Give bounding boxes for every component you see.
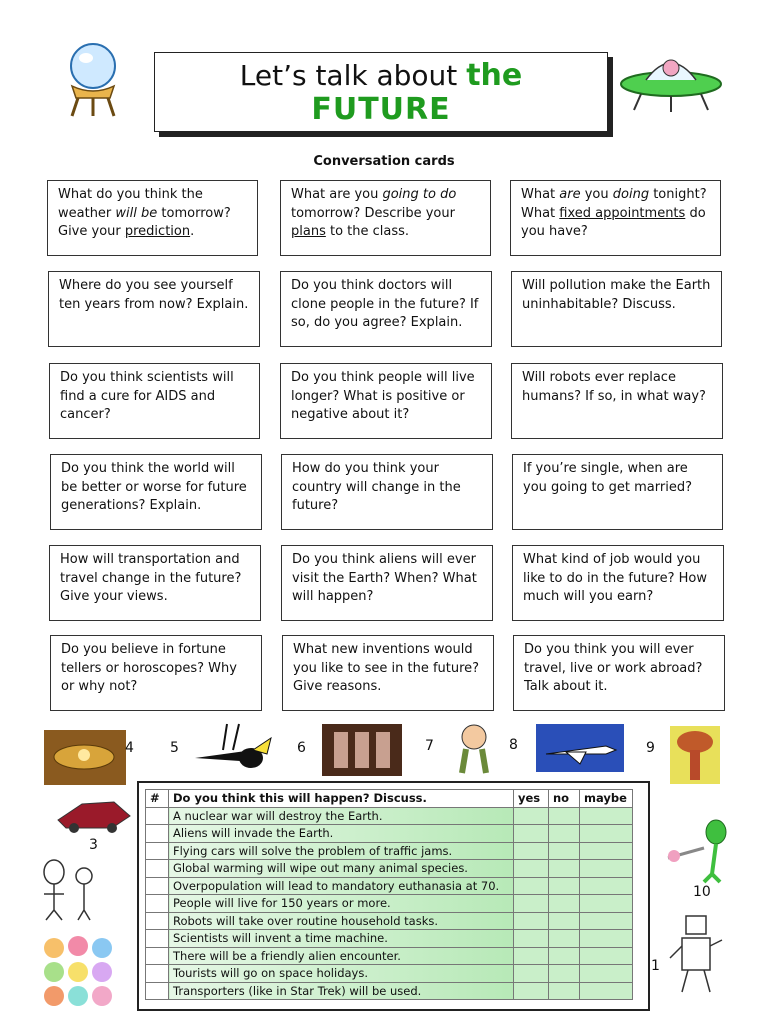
row-number[interactable] <box>146 947 169 965</box>
no-cell[interactable] <box>549 982 580 1000</box>
conversation-card: Do you think aliens will ever visit the Earth? When? What will happen? <box>281 545 493 621</box>
flying-car-icon <box>52 790 134 836</box>
subtitle: Conversation cards <box>313 154 455 169</box>
table-row <box>146 895 633 913</box>
maybe-cell[interactable] <box>580 982 633 1000</box>
row-statement: A nuclear war will destroy the Earth. <box>169 807 514 825</box>
row-number[interactable] <box>146 982 169 1000</box>
space-shuttle-icon <box>536 724 624 772</box>
table-row <box>146 947 633 965</box>
picture-number: 4 <box>125 740 134 756</box>
maybe-cell[interactable] <box>580 842 633 860</box>
row-statement: Transporters (like in Star Trek) will be used. <box>169 982 514 1000</box>
maybe-cell[interactable] <box>580 895 633 913</box>
maybe-cell[interactable] <box>580 947 633 965</box>
row-statement: Flying cars will solve the problem of traffic jams. <box>169 842 514 860</box>
table-row <box>146 930 633 948</box>
picture-number: 6 <box>297 740 306 756</box>
yes-cell[interactable] <box>514 912 549 930</box>
nuclear-explosion-icon <box>670 726 720 784</box>
header-number: # <box>146 790 169 808</box>
old-man-icon <box>448 719 504 775</box>
conversation-card: What new inventions would you like to see in the future? Give reasons. <box>282 635 494 711</box>
card-text: you <box>580 187 613 202</box>
discussion-table-box <box>137 781 650 1011</box>
card-text: do you have? <box>521 205 706 239</box>
conversation-card: How do you think your country will change in the future? <box>281 454 493 530</box>
conversation-card: How will transportation and travel change in the future? Give your views. <box>49 545 261 621</box>
title-line-1 <box>155 59 607 93</box>
picture-number: 1 <box>651 958 660 974</box>
no-cell[interactable] <box>549 807 580 825</box>
green-alien-icon <box>664 818 736 884</box>
row-statement: Scientists will invent a time machine. <box>169 930 514 948</box>
card-underline: fixed appointments <box>559 205 686 221</box>
conversation-card: Do you think people will live longer? What is positive or negative about it? <box>280 363 492 439</box>
conversation-card <box>280 180 491 256</box>
table-row <box>146 860 633 878</box>
row-number[interactable] <box>146 912 169 930</box>
card-text: tomorrow? Give your <box>58 205 231 239</box>
card-text: to the class. <box>325 224 410 239</box>
yes-cell[interactable] <box>514 807 549 825</box>
no-cell[interactable] <box>549 912 580 930</box>
no-cell[interactable] <box>549 965 580 983</box>
table-row <box>146 877 633 895</box>
yes-cell[interactable] <box>514 842 549 860</box>
conversation-card: Will pollution make the Earth uninhabitable? Discuss. <box>511 271 722 347</box>
row-number[interactable] <box>146 930 169 948</box>
table-row <box>146 982 633 1000</box>
yes-cell[interactable] <box>514 895 549 913</box>
maybe-cell[interactable] <box>580 860 633 878</box>
crowd-faces-icon <box>40 934 120 1010</box>
header-question: Do you think this will happen? Discuss. <box>169 790 514 808</box>
card-underline: plans <box>291 224 326 239</box>
header-maybe: maybe <box>580 790 633 808</box>
row-statement: There will be a friendly alien encounter. <box>169 947 514 965</box>
bird-cartoon-icon <box>193 720 278 778</box>
yes-cell[interactable] <box>514 825 549 843</box>
yes-cell[interactable] <box>514 982 549 1000</box>
table-header-row <box>146 790 633 808</box>
conversation-card: What kind of job would you like to do in the future? How much will you earn? <box>512 545 724 621</box>
picture-number: 10 <box>693 884 711 900</box>
yes-cell[interactable] <box>514 947 549 965</box>
picture-number: 8 <box>509 737 518 753</box>
table-row <box>146 912 633 930</box>
picture-number: 7 <box>425 738 434 754</box>
yes-cell[interactable] <box>514 877 549 895</box>
maybe-cell[interactable] <box>580 807 633 825</box>
conversation-card: Do you think you will ever travel, live or work abroad? Talk about it. <box>513 635 725 711</box>
card-text: What do you think the weather <box>58 187 203 221</box>
cloning-tubes-icon <box>322 724 402 776</box>
ufo-alien-icon <box>616 46 726 116</box>
crystal-ball-icon <box>58 40 128 120</box>
robot-waiter-icon <box>668 912 724 996</box>
yes-cell[interactable] <box>514 860 549 878</box>
title-box <box>154 52 608 132</box>
row-statement: Overpopulation will lead to mandatory euthanasia at 70. <box>169 877 514 895</box>
conversation-card: Do you think scientists will find a cure for AIDS and cancer? <box>49 363 260 439</box>
picture-number: 9 <box>646 740 655 756</box>
conversation-card: Do you think the world will be better or worse for future generations? Explain. <box>50 454 262 530</box>
title-prefix: Let’s talk about <box>239 59 458 92</box>
card-underline: prediction <box>124 224 191 239</box>
card-italic: are <box>559 187 581 202</box>
row-statement: People will live for 150 years or more. <box>169 895 514 913</box>
row-number[interactable] <box>146 842 169 860</box>
conversation-card <box>510 180 721 256</box>
picture-number: 5 <box>170 740 179 756</box>
conversation-card: Do you believe in fortune tellers or horoscopes? Why or why not? <box>50 635 262 711</box>
row-statement: Aliens will invade the Earth. <box>169 825 514 843</box>
submarine-icon <box>44 730 126 785</box>
aliens-group-icon <box>36 858 102 922</box>
title-future: FUTURE <box>311 92 451 127</box>
conversation-card: Do you think doctors will clone people in the future? If so, do you agree? Explain. <box>280 271 492 347</box>
table-row <box>146 825 633 843</box>
row-statement: Tourists will go on space holidays. <box>169 965 514 983</box>
card-text: tonight? What <box>521 187 707 221</box>
maybe-cell[interactable] <box>580 877 633 895</box>
yes-cell[interactable] <box>514 965 549 983</box>
conversation-card: If you’re single, when are you going to get married? <box>512 454 723 530</box>
maybe-cell[interactable] <box>580 965 633 983</box>
conversation-card: Where do you see yourself ten years from now? Explain. <box>48 271 260 347</box>
maybe-cell[interactable] <box>580 825 633 843</box>
header-yes: yes <box>514 790 549 808</box>
card-text: . <box>190 224 195 239</box>
row-number[interactable] <box>146 825 169 843</box>
card-text: tomorrow? Describe your <box>291 205 455 221</box>
no-cell[interactable] <box>549 895 580 913</box>
table-row <box>146 842 633 860</box>
card-italic: doing <box>612 187 650 202</box>
no-cell[interactable] <box>549 842 580 860</box>
no-cell[interactable] <box>549 947 580 965</box>
conversation-card <box>47 180 258 256</box>
row-number[interactable] <box>146 877 169 895</box>
maybe-cell[interactable] <box>580 930 633 948</box>
no-cell[interactable] <box>549 930 580 948</box>
row-statement: Robots will take over routine household tasks. <box>169 912 514 930</box>
card-text: What <box>521 187 560 202</box>
header-no: no <box>549 790 580 808</box>
row-number[interactable] <box>146 860 169 878</box>
row-number[interactable] <box>146 895 169 913</box>
picture-number: 3 <box>89 837 98 853</box>
row-number[interactable] <box>146 965 169 983</box>
yes-cell[interactable] <box>514 930 549 948</box>
card-italic: going to do <box>382 187 457 202</box>
title-the: the <box>466 58 523 93</box>
conversation-card: Will robots ever replace humans? If so, in what way? <box>511 363 723 439</box>
no-cell[interactable] <box>549 860 580 878</box>
discussion-table <box>145 789 633 1000</box>
table-row <box>146 965 633 983</box>
maybe-cell[interactable] <box>580 912 633 930</box>
row-number[interactable] <box>146 807 169 825</box>
row-statement: Global warming will wipe out many animal species. <box>169 860 514 878</box>
card-text: What are you <box>291 187 383 202</box>
card-italic: will be <box>115 205 158 221</box>
no-cell[interactable] <box>549 825 580 843</box>
table-row <box>146 807 633 825</box>
no-cell[interactable] <box>549 877 580 895</box>
